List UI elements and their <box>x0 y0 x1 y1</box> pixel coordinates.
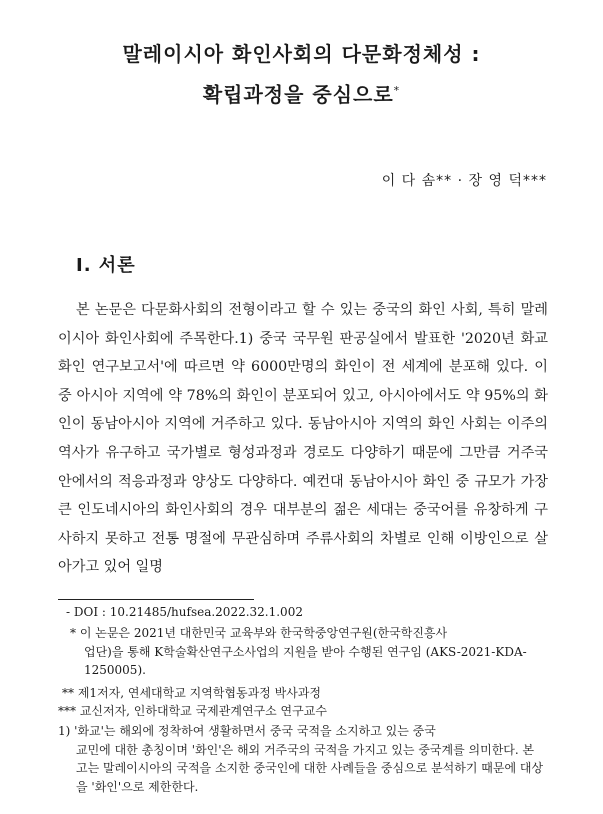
footnote-funding <box>70 624 548 680</box>
footnote-first-author: ** 제1저자, 연세대학교 지역학협동과정 박사과정 <box>62 686 321 700</box>
footnote-1-continuation: 교민에 대한 총칭이며 '화인'은 해외 거주국의 국적을 가지고 있는 중국계를 의미한다. 본 고는 말레이시아의 국적을 소지한 중국인에 대한 사례들을 중심으로 분석하기 때문에 대상을 '화인'으로 제한한다. <box>76 742 544 794</box>
footnote-1 <box>58 722 548 796</box>
footnote-divider <box>58 599 254 600</box>
paper-title-line1: 말레이시아 화인사회의 다문화정체성 : <box>122 42 481 66</box>
paper-subtitle-text: 확립과정을 중심으로 <box>202 82 394 107</box>
footnote-1-mark: 1) <box>58 724 75 738</box>
footnote-funding-continuation: 업단)을 통해 K학술확산연구소사업의 지원을 받아 수행된 연구임 (AKS-2021-KDA-1250005). <box>84 644 527 677</box>
title-footnote-mark: * <box>393 84 401 97</box>
footnote-corresponding-author: *** 교신저자, 인하대학교 국제관계연구소 연구교수 <box>58 704 327 718</box>
footnote-doi: - DOI : 10.21485/hufsea.2022.32.1.002 <box>66 605 303 619</box>
body-paragraph: 본 논문은 다문화사회의 전형이라고 할 수 있는 중국의 화인 사회, 특히 말레이시아 화인사회에 주목한다.1) 중국 국무원 판공실에서 발표한 '2020년 화교화인 연구보고서'에 따르면 약 6000만명의 화인이 전 세계에 분포해 있다. 이 중 아시아 지역에 약 78%의 화인이 분포되어 있고, 아시아에서도 약 95%의 화인이 동남아시아 지역에 거주하고 있다. 동남아시아 지역의 화인 사회는 이주의 역사가 유구하고 국가별로 형성과정과 경로도 다양하기 때문에 그만큼 거주국 안에서의 적응과정과 양상도 다양하다. 예컨대 동남아시아 화인 중 규모가 가장 큰 인도네시아의 화인사회의 경우 대부분의 젊은 세대는 중국어를 유창하게 구사하지 못하고 전통 명절에 무관심하며 주류사회의 차별로 인해 이방인으로 살아가고 있어 일명 <box>58 302 548 576</box>
paper-title-line2 <box>0 77 603 109</box>
footnote-1-line1: '화교'는 해외에 정착하여 생활하면서 중국 국적을 소지하고 있는 중국 <box>74 724 436 738</box>
footnote-funding-line1: 이 논문은 2021년 대한민국 교육부와 한국학중앙연구원(한국학진흥사 <box>79 626 448 640</box>
author-list: 이 다 솜** · 장 영 덕*** <box>381 173 547 189</box>
section-heading: Ⅰ. 서론 <box>76 255 136 276</box>
footnote-funding-mark: * <box>70 626 80 640</box>
